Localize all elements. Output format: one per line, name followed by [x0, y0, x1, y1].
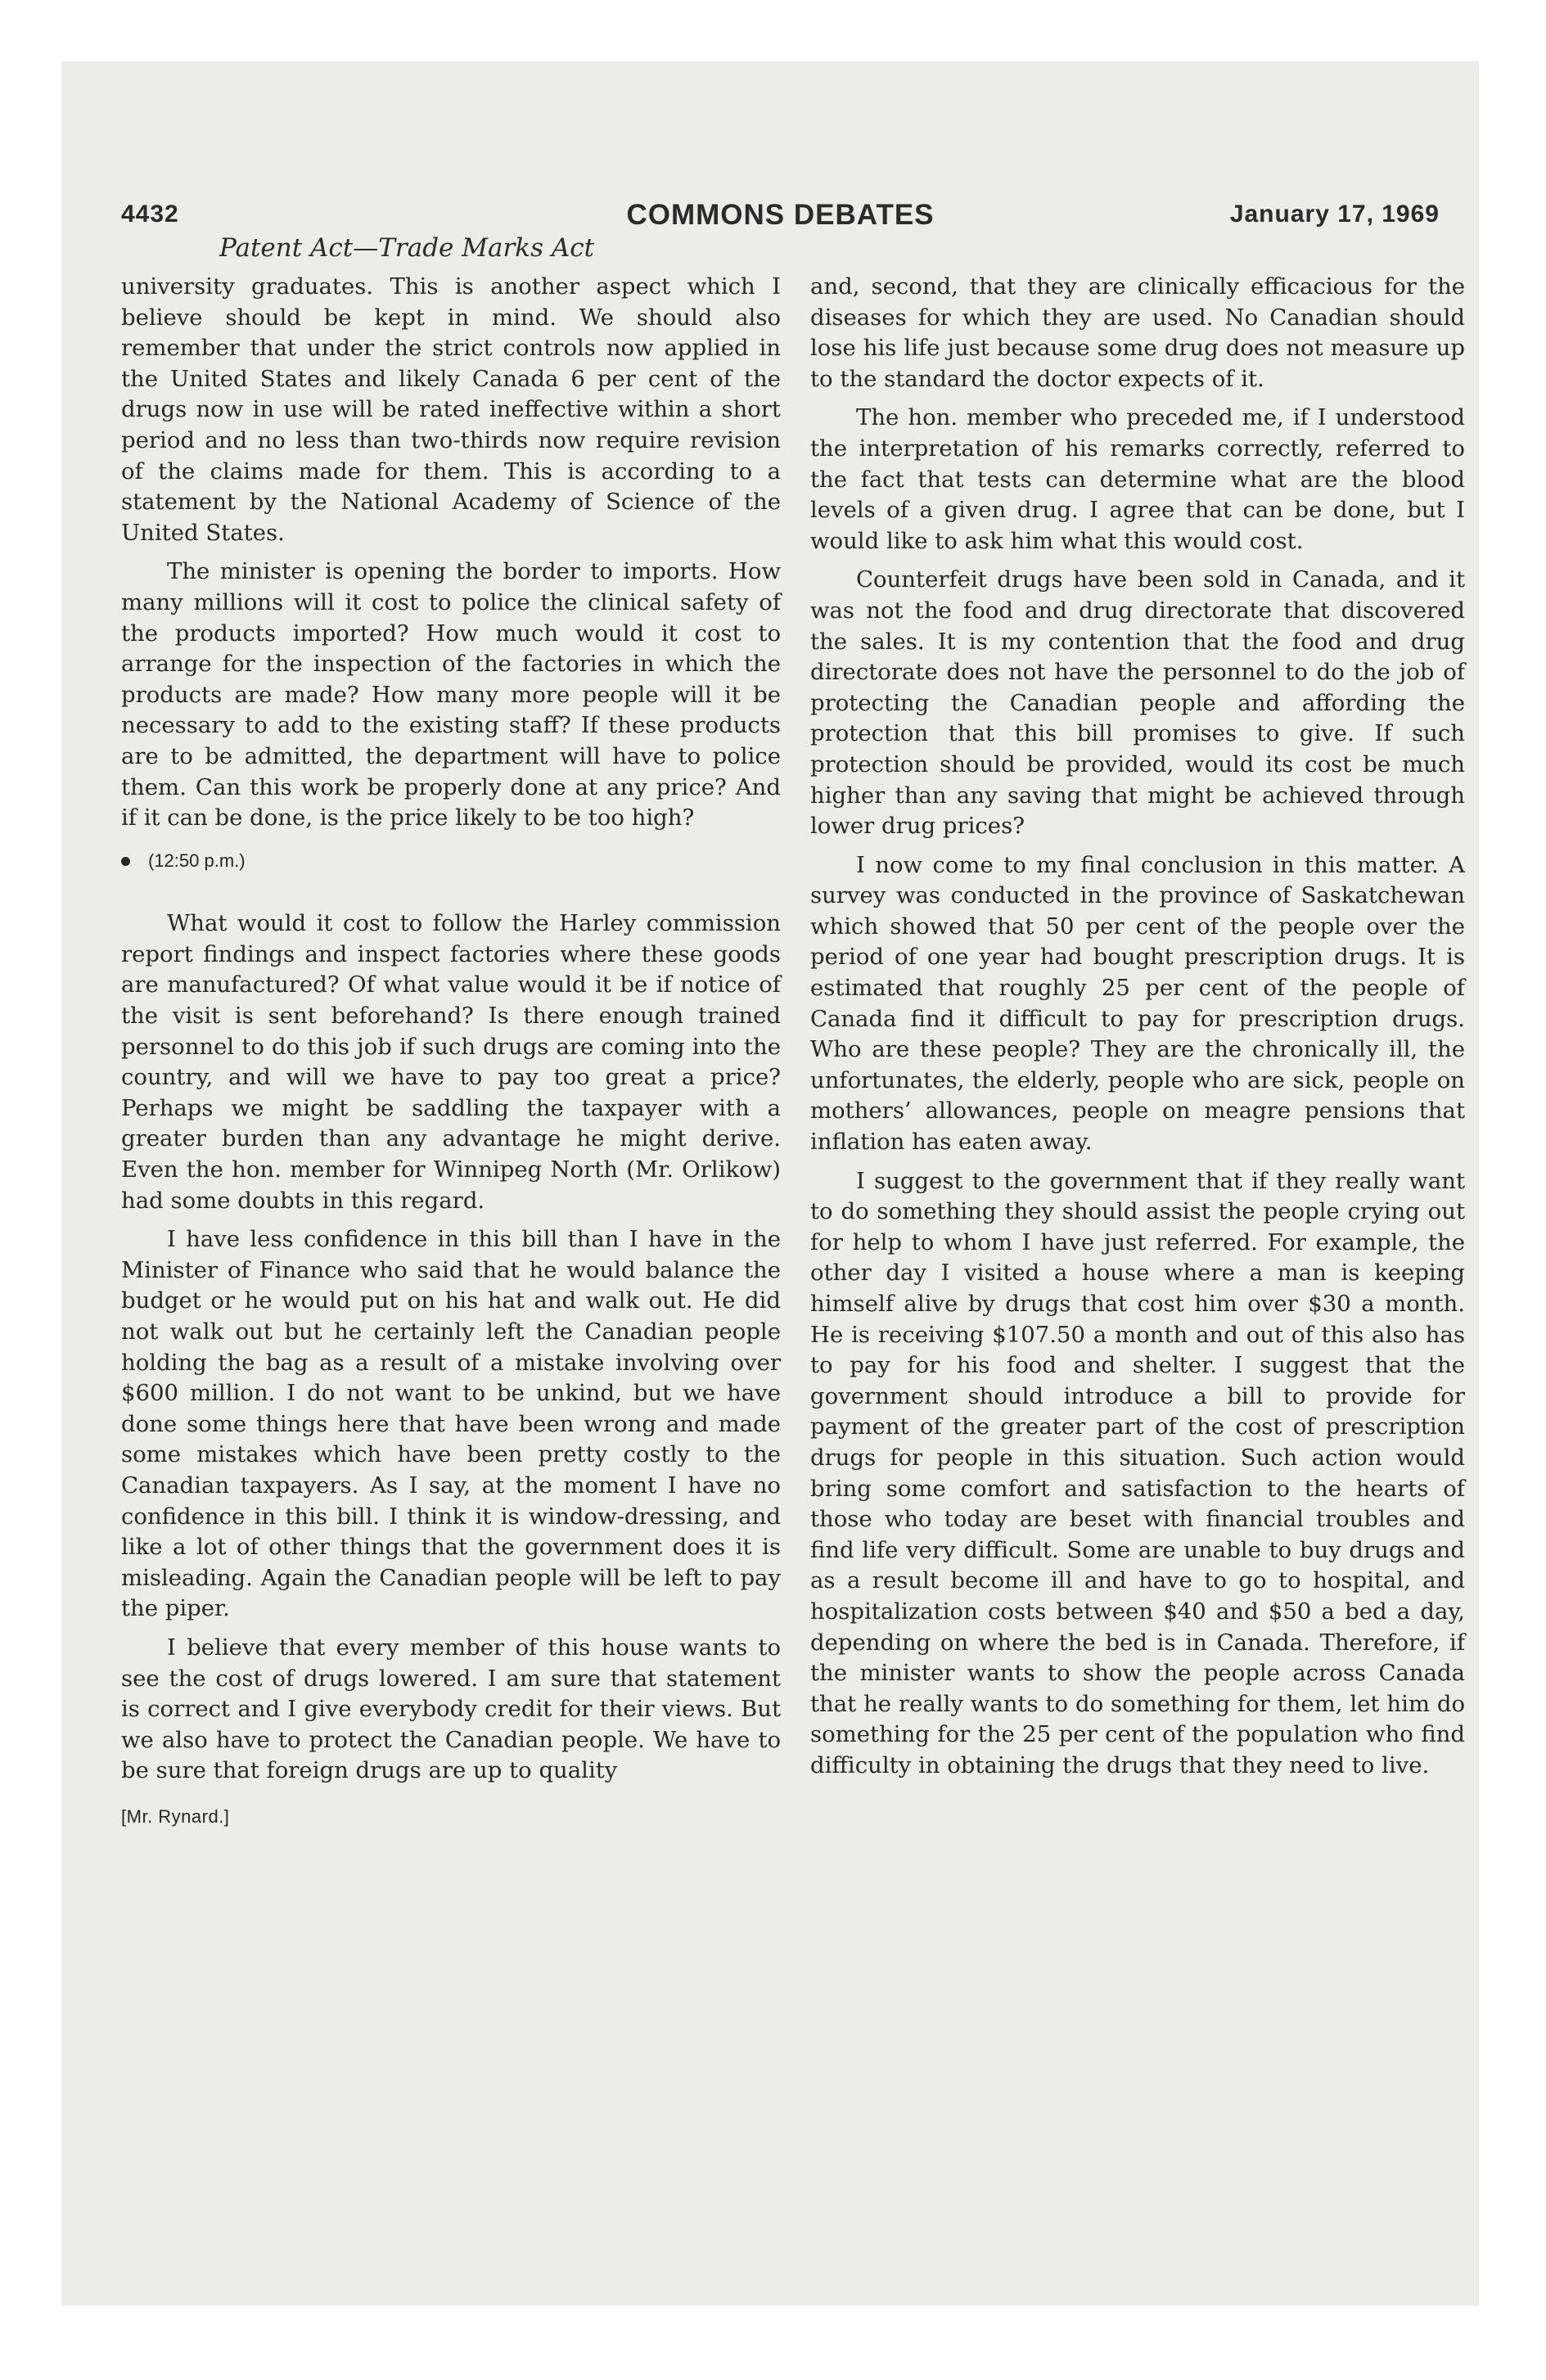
- time-stamp: [121, 845, 781, 877]
- publication-title: COMMONS DEBATES: [626, 199, 935, 231]
- speaker-tag: [Mr. Rynard.]: [121, 1805, 230, 1827]
- section-heading: Patent Act—Trade Marks Act: [219, 233, 595, 263]
- running-head: [121, 201, 1440, 237]
- left-column: [121, 272, 781, 1832]
- paragraph: I believe that every member of this house wants to see the cost of drugs lowered. I am sure that statement is correct and I give everybody credit for their views. But we also have to protect the Canadian people. We have to be sure that foreign drugs are up to quality: [121, 1634, 781, 1784]
- paragraph: I have less confidence in this bill than I have in the Minister of Finance who said that he would balance the budget or he would put on his hat and walk out. He did not walk out but he certainly left the Canadian people holding the bag as a result of a mistake involving over $600 million. I do not want to be unkind, but we have done some things here that have been wrong and made some mistakes which have been pretty costly to the Canadian taxpayers. As I say, at the moment I have no confidence in this bill. I think it is window-dressing, and like a lot of other things that the government does it is misleading. Again the Canadian people will be left to pay the piper.: [121, 1226, 781, 1622]
- paragraph: I suggest to the government that if they really want to do something they should assist the people crying out for help to whom I have just referred. For example, the other day I visited a house where a man is keeping himself alive by drugs that cost him over $30 a month. He is receiving $107.50 a month and out of this also has to pay for his food and shelter. I suggest that the government should introduce a bill to provide for payment of the greater part of the cost of prescription drugs for people in this situation. Such action would bring some comfort and satisfaction to the hearts of those who today are beset with financial troubles and find life very difficult. Some are unable to buy drugs and as a result become ill and have to go to hospital, and hospitalization costs between $40 and $50 a bed a day, depending on where the bed is in Canada. Therefore, if the minister wants to show the people across Canada that he really wants to do something for them, let him do something for the 25 per cent of the population who find difficulty in obtaining the drugs that they need to live.: [810, 1167, 1465, 1778]
- page-number: 4432: [121, 201, 179, 228]
- issue-date: January 17, 1969: [1229, 201, 1440, 228]
- paragraph: and, second, that they are clinically efficacious for the diseases for which they are used. No Canadian should lose his life just because some drug does not measure up to the standard the doctor expects of it.: [810, 273, 1465, 392]
- paragraph: The minister is opening the border to imports. How many millions will it cost to police the clinical safety of the products imported? How much would it cost to arrange for the inspection of the factories in which the products are made? How many more people will it be necessary to add to the existing staff? If these products are to be admitted, the department will have to police them. Can this work be properly done at any price? And if it can be done, is the price likely to be too high?: [121, 558, 781, 832]
- paragraph: The hon. member who preceded me, if I understood the interpretation of his remarks correctly, referred to the fact that tests can determine what are the blood levels of a given drug. I agree that can be done, but I would like to ask him what this would cost.: [810, 404, 1465, 554]
- bullet-icon: [121, 857, 130, 866]
- paragraph: Counterfeit drugs have been sold in Canada, and it was not the food and drug directorate that discovered the sales. It is my contention that the food and drug directorate does not have the personnel to do the job of protecting the Canadian people and affording the protection that this bill promises to give. If such protection should be provided, would its cost be much higher than any saving that might be achieved through lower drug prices?: [810, 566, 1465, 840]
- paragraph: university graduates. This is another aspect which I believe should be kept in mind. We should also remember that under the strict controls now applied in the United States and likely Canada 6 per cent of the drugs now in use will be rated ineffective within a short period and no less than two-thirds now require revision of the claims made for them. This is according to a statement by the National Academy of Science of the United States.: [121, 273, 781, 546]
- paragraph: I now come to my final conclusion in this matter. A survey was conducted in the province of Saskatchewan which showed that 50 per cent of the people over the period of one year had bought prescription drugs. It is estimated that roughly 25 per cent of the people of Canada find it difficult to pay for prescription drugs. Who are these people? They are the chronically ill, the unfortunates, the elderly, people who are sick, people on mothers’ allowances, people on meagre pensions that inflation has eaten away.: [810, 851, 1465, 1156]
- right-column: [810, 272, 1465, 1782]
- time-stamp-text: (12:50 p.m.): [148, 850, 246, 871]
- paragraph: What would it cost to follow the Harley commission report findings and inspect factories where these goods are manufactured? Of what value would it be if notice of the visit is sent beforehand? Is there enough trained personnel to do this job if such drugs are coming into the country, and will we have to pay too great a price? Perhaps we might be saddling the taxpayer with a greater burden than any advantage he might derive. Even the hon. member for Winnipeg North (Mr. Orlikow) had some doubts in this regard.: [121, 910, 781, 1214]
